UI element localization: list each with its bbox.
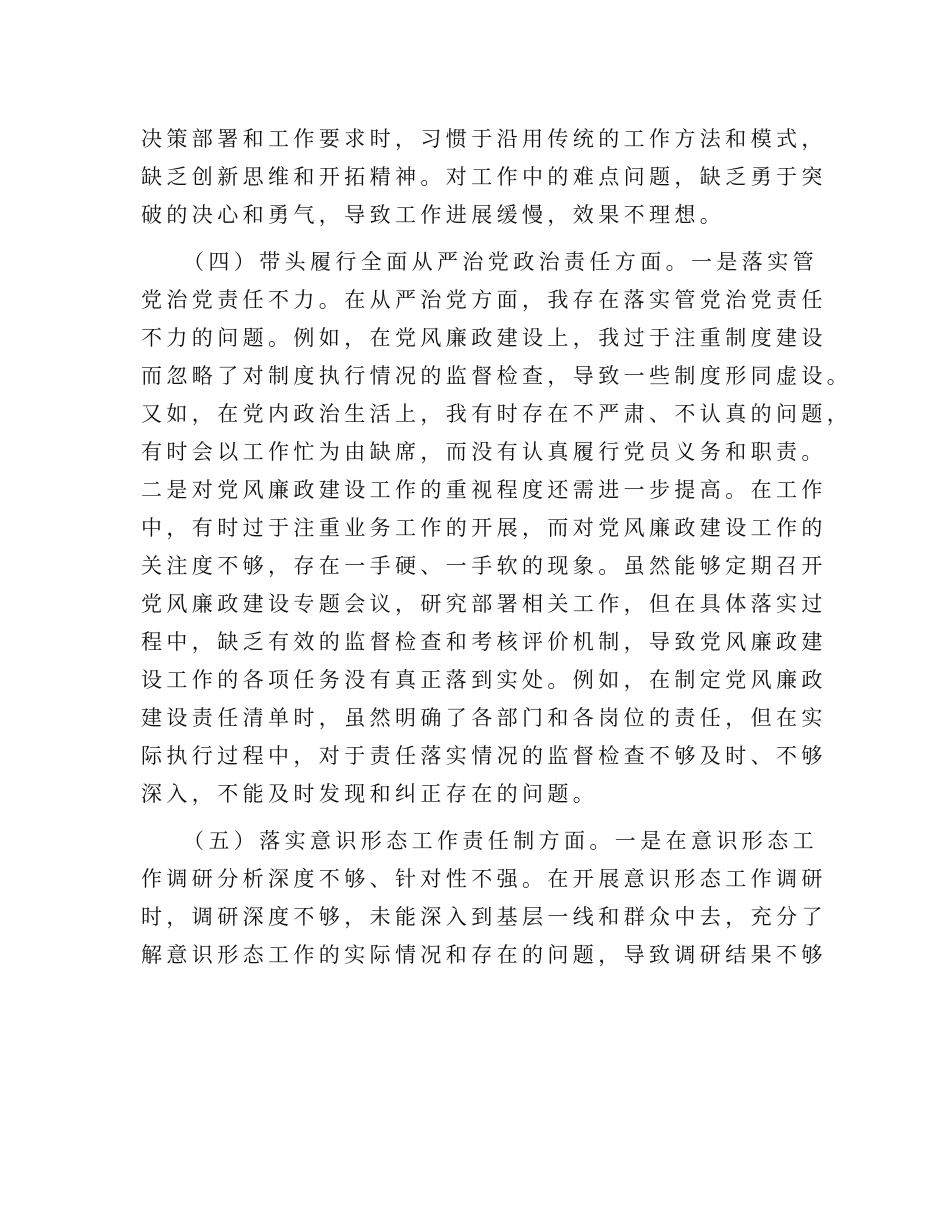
text-line: 缺乏创新思维和开拓精神。对工作中的难点问题，缺乏勇于突 bbox=[141, 165, 827, 189]
text-line: 时，调研深度不够，未能深入到基层一线和群众中去，充分了 bbox=[141, 905, 827, 929]
paragraph-section-5 bbox=[141, 822, 827, 974]
text-line: 设工作的各项任务没有真正落到实处。例如，在制定党风廉政 bbox=[141, 668, 827, 692]
text-line: 决策部署和工作要求时，习惯于沿用传统的工作方法和模式， bbox=[141, 127, 827, 151]
paragraph-continuation bbox=[141, 120, 827, 234]
document-body bbox=[141, 120, 853, 974]
text-line: 解意识形态工作的实际情况和存在的问题，导致调研结果不够 bbox=[141, 943, 827, 967]
text-line: 深入，不能及时发现和纠正存在的问题。 bbox=[141, 782, 599, 806]
text-line: 而忽略了对制度执行情况的监督检查，导致一些制度形同虚设。 bbox=[141, 364, 853, 388]
paragraph-section-4 bbox=[141, 243, 853, 813]
text-line: 又如，在党内政治生活上，我有时存在不严肃、不认真的问题， bbox=[141, 402, 853, 426]
text-line: 程中，缺乏有效的监督检查和考核评价机制，导致党风廉政建 bbox=[141, 630, 827, 654]
text-line: 不力的问题。例如，在党风廉政建设上，我过于注重制度建设 bbox=[141, 326, 827, 350]
text-line: 二是对党风廉政建设工作的重视程度还需进一步提高。在工作 bbox=[141, 478, 827, 502]
text-line: 破的决心和勇气，导致工作进展缓慢，效果不理想。 bbox=[141, 203, 726, 227]
text-line: 党治党责任不力。在从严治党方面，我存在落实管党治党责任 bbox=[141, 288, 827, 312]
section-heading-line: （五）落实意识形态工作责任制方面。一是在意识形态工 bbox=[183, 829, 818, 853]
section-heading-line: （四）带头履行全面从严治党政治责任方面。一是落实管 bbox=[183, 250, 818, 274]
text-line: 作调研分析深度不够、针对性不强。在开展意识形态工作调研 bbox=[141, 867, 827, 891]
text-line: 有时会以工作忙为由缺席，而没有认真履行党员义务和职责。 bbox=[141, 440, 827, 464]
text-line: 建设责任清单时，虽然明确了各部门和各岗位的责任，但在实 bbox=[141, 706, 827, 730]
text-line: 际执行过程中，对于责任落实情况的监督检查不够及时、不够 bbox=[141, 744, 827, 768]
text-line: 党风廉政建设专题会议，研究部署相关工作，但在具体落实过 bbox=[141, 592, 827, 616]
text-line: 关注度不够，存在一手硬、一手软的现象。虽然能够定期召开 bbox=[141, 554, 827, 578]
text-line: 中，有时过于注重业务工作的开展，而对党风廉政建设工作的 bbox=[141, 516, 827, 540]
